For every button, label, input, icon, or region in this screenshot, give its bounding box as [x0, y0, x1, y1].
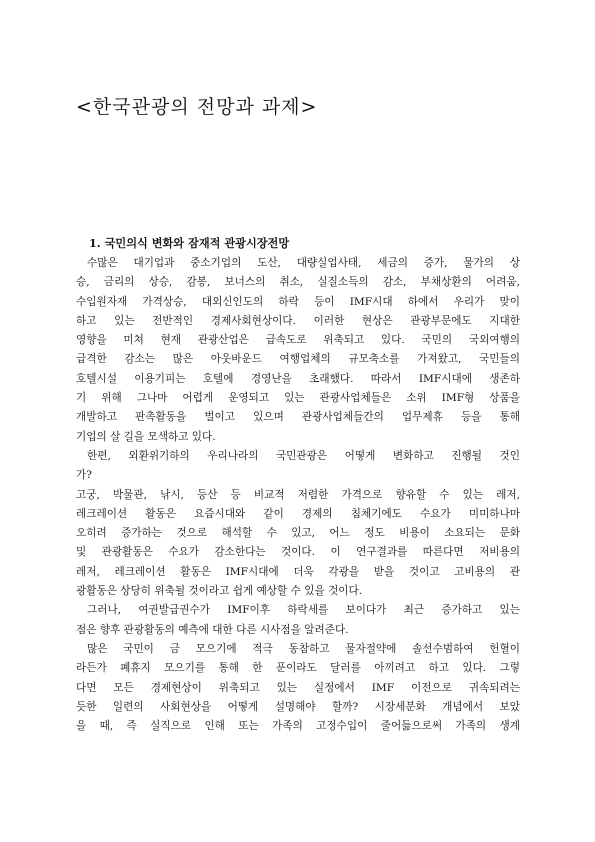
- text-line: 고궁, 박물관, 낚시, 등산 등 비교적 저렴한 가격으로 향유할 수 있는 레저,: [76, 488, 520, 501]
- text-line: 오히려 증가하는 것으로 해석할 수 있고, 어느 정도 비용이 소요되는 문화: [76, 527, 520, 540]
- text-line: 급격한 감소는 많은 아웃바운드 여행업체의 규모축소를 가져왔고, 국민들의: [76, 353, 520, 366]
- text-line: 라든가 폐휴지 모으기를 통해 한 푼이라도 달러를 아끼려고 하고 있다. 그렇: [76, 662, 520, 675]
- text-line: 수입원자재 가격상승, 대외신인도의 하락 등이 IMF시대 하에서 우리가 맞이: [76, 295, 520, 308]
- text-line: 개발하고 판촉활동을 벌이고 있으며 관광사업체들간의 업무제휴 등을 통해: [76, 411, 520, 424]
- text-line: 하고 있는 전반적인 경제사회현상이다. 이러한 현상은 관광부문에도 지대한: [76, 314, 520, 327]
- text-line: 승, 금리의 상승, 감봉, 보너스의 취소, 실질소득의 감소, 부채상환의 어려움,: [76, 276, 520, 289]
- text-line: 기업의 살 길을 모색하고 있다.: [76, 430, 216, 443]
- section-1: [76, 236, 520, 736]
- text-line: 광활동은 상당히 위축될 것이라고 쉽게 예상할 수 있을 것이다.: [76, 585, 363, 598]
- text-line: 그러나, 여권발급권수가 IMF이후 하락세를 보이다가 최근 증가하고 있는: [87, 604, 520, 617]
- text-line: 기 위해 그나마 어렵게 운영되고 있는 관광사업체들은 소위 IMF형 상품을: [76, 392, 520, 405]
- section-heading: 1. 국민의식 변화와 잠재적 관광시장전망: [89, 236, 290, 250]
- text-line: 및 관광활동은 수요가 감소한다는 것이다. 이 연구결과를 따른다면 저비용의: [76, 546, 520, 559]
- text-line: 다면 모든 경제현상이 위축되고 있는 실정에서 IMF 이전으로 귀속되려는: [76, 681, 520, 694]
- text-line: 호텔시설 이용기피는 호텔에 경영난을 초래했다. 따라서 IMF시대에 생존하: [76, 372, 520, 385]
- text-line: 레크레이션 활동은 요즘시대와 같이 경제의 침체기에도 수요가 미미하나마: [76, 507, 520, 520]
- text-line: 듯한 일련의 사회현상을 어떻게 설명해야 할까? 시장세분화 개념에서 보았: [76, 700, 520, 713]
- text-line: 을 때, 즉 실직으로 인해 또는 가족의 고정수입이 줄어듦으로써 가족의 생계: [76, 720, 520, 733]
- text-line: 레저, 레크레이션 활동은 IMF시대에 더욱 각광을 받을 것이고 고비용의 관: [76, 565, 520, 578]
- text-line: 점은 향후 관광활동의 예측에 대한 다른 시사점을 알려준다.: [76, 623, 349, 636]
- body-text: [76, 254, 520, 736]
- text-line: 가?: [76, 469, 92, 482]
- text-line: 한편, 외환위기하의 우리나라의 국민관광은 어떻게 변화하고 진행될 것인: [87, 449, 520, 462]
- document-title: <한국관광의 전망과 과제>: [76, 96, 318, 118]
- text-line: 영향을 미쳐 현재 관광산업은 급속도로 위축되고 있다. 국민의 국외여행의: [76, 334, 520, 347]
- text-line: 많은 국민이 금 모으기에 적극 동참하고 물자절약에 솔선수범하여 헌혈이: [87, 642, 520, 655]
- text-line: 수많은 대기업과 중소기업의 도산, 대량실업사태, 세금의 증가, 물가의 상: [87, 257, 520, 269]
